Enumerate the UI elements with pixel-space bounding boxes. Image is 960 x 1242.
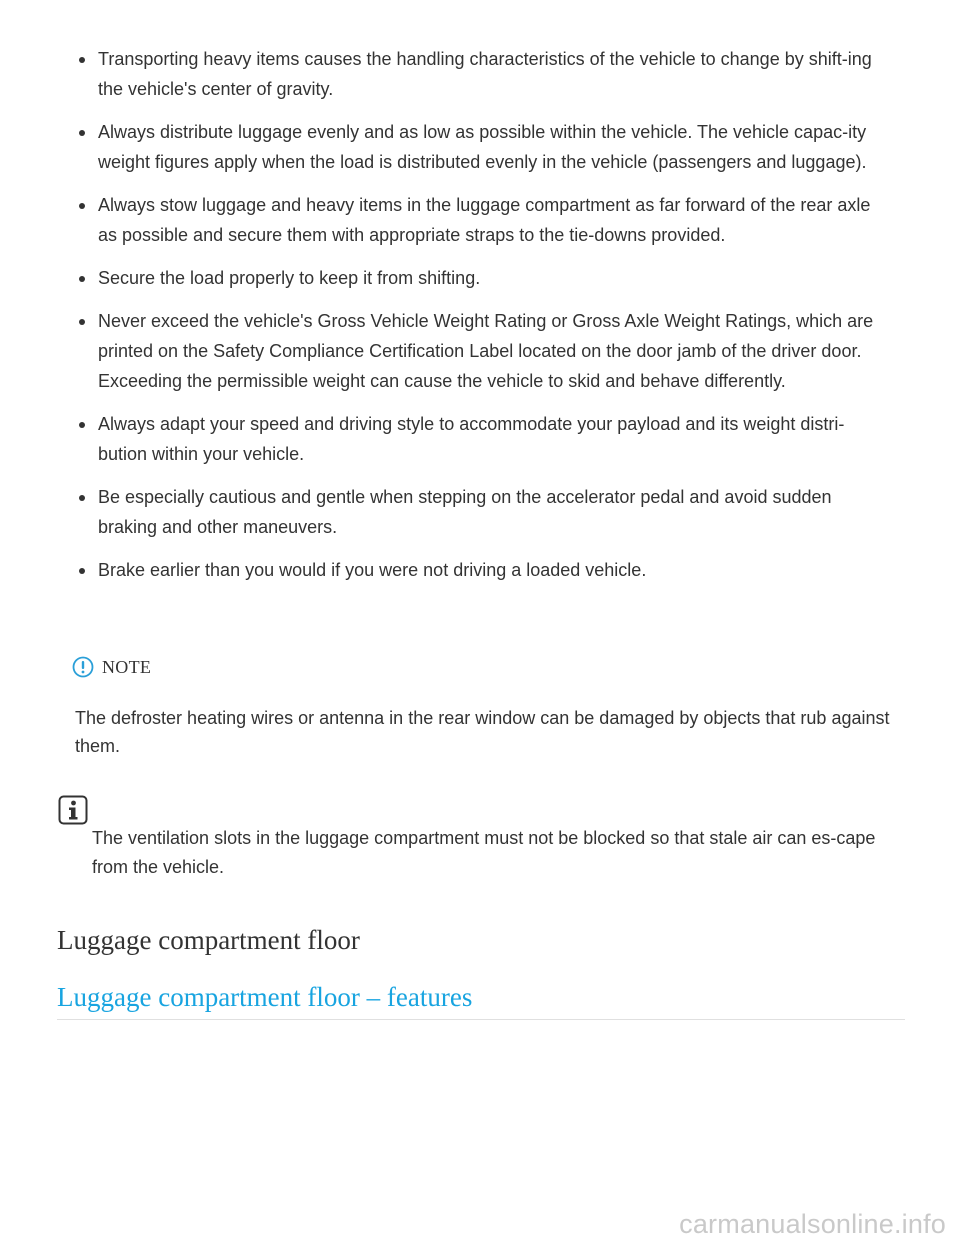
watermark: carmanualsonline.info [679,1209,946,1239]
list-item [0,555,960,585]
note-text: The defroster heating wires or antenna in the rear window can be damaged by objects that rub against them. [75,708,890,756]
note-label: NOTE [102,656,152,677]
list-item [0,482,960,542]
subsection-title-link[interactable]: Luggage compartment floor – features [57,982,473,1012]
bullet-text: Transporting heavy items causes the handling characteristics of the vehicle to change by shift-ing the vehicle's center of gravity. [98,49,872,99]
list-item [0,409,960,469]
list-item [0,263,960,293]
divider [57,1019,905,1020]
bullet-dot [79,130,85,136]
list-item [0,306,960,396]
exclamation-circle-icon [72,656,94,678]
bullet-text: Always distribute luggage evenly and as low as possible within the vehicle. The vehicle capac-ity weight figures apply when the load is distributed evenly in the vehicle (passengers and luggage). [98,122,867,172]
bullet-dot [79,319,85,325]
bullet-dot [79,57,85,63]
bullet-text: Brake earlier than you would if you were not driving a loaded vehicle. [98,560,647,580]
bullet-dot [79,495,85,501]
bullet-dot [79,568,85,574]
list-item [0,44,960,104]
info-text: The ventilation slots in the luggage compartment must not be blocked so that stale air can es-cape from the vehicle. [92,828,876,877]
bullet-text: Always adapt your speed and driving style to accommodate your payload and its weight distri-bution within your vehicle. [98,414,845,464]
list-item [0,117,960,177]
list-item [0,190,960,250]
warning-bullet-list [0,44,960,598]
bullet-dot [79,422,85,428]
bullet-dot [79,276,85,282]
bullet-text: Secure the load properly to keep it from shifting. [98,268,481,288]
info-icon [58,795,88,825]
section-title: Luggage compartment floor [57,925,360,955]
bullet-text: Be especially cautious and gentle when stepping on the accelerator pedal and avoid sudden braking and other maneuvers. [98,487,832,537]
bullet-text: Always stow luggage and heavy items in the luggage compartment as far forward of the rear axle as possible and secure them with appropriate straps to the tie-downs provided. [98,195,871,245]
bullet-dot [79,203,85,209]
note-header [72,654,151,680]
bullet-text: Never exceed the vehicle's Gross Vehicle Weight Rating or Gross Axle Weight Ratings, which are printed on the Safety Compliance Certification Label located on the door jamb of the driver door. Exceeding the permissible weight can cause the vehicle to skid and behave differently. [98,311,874,391]
